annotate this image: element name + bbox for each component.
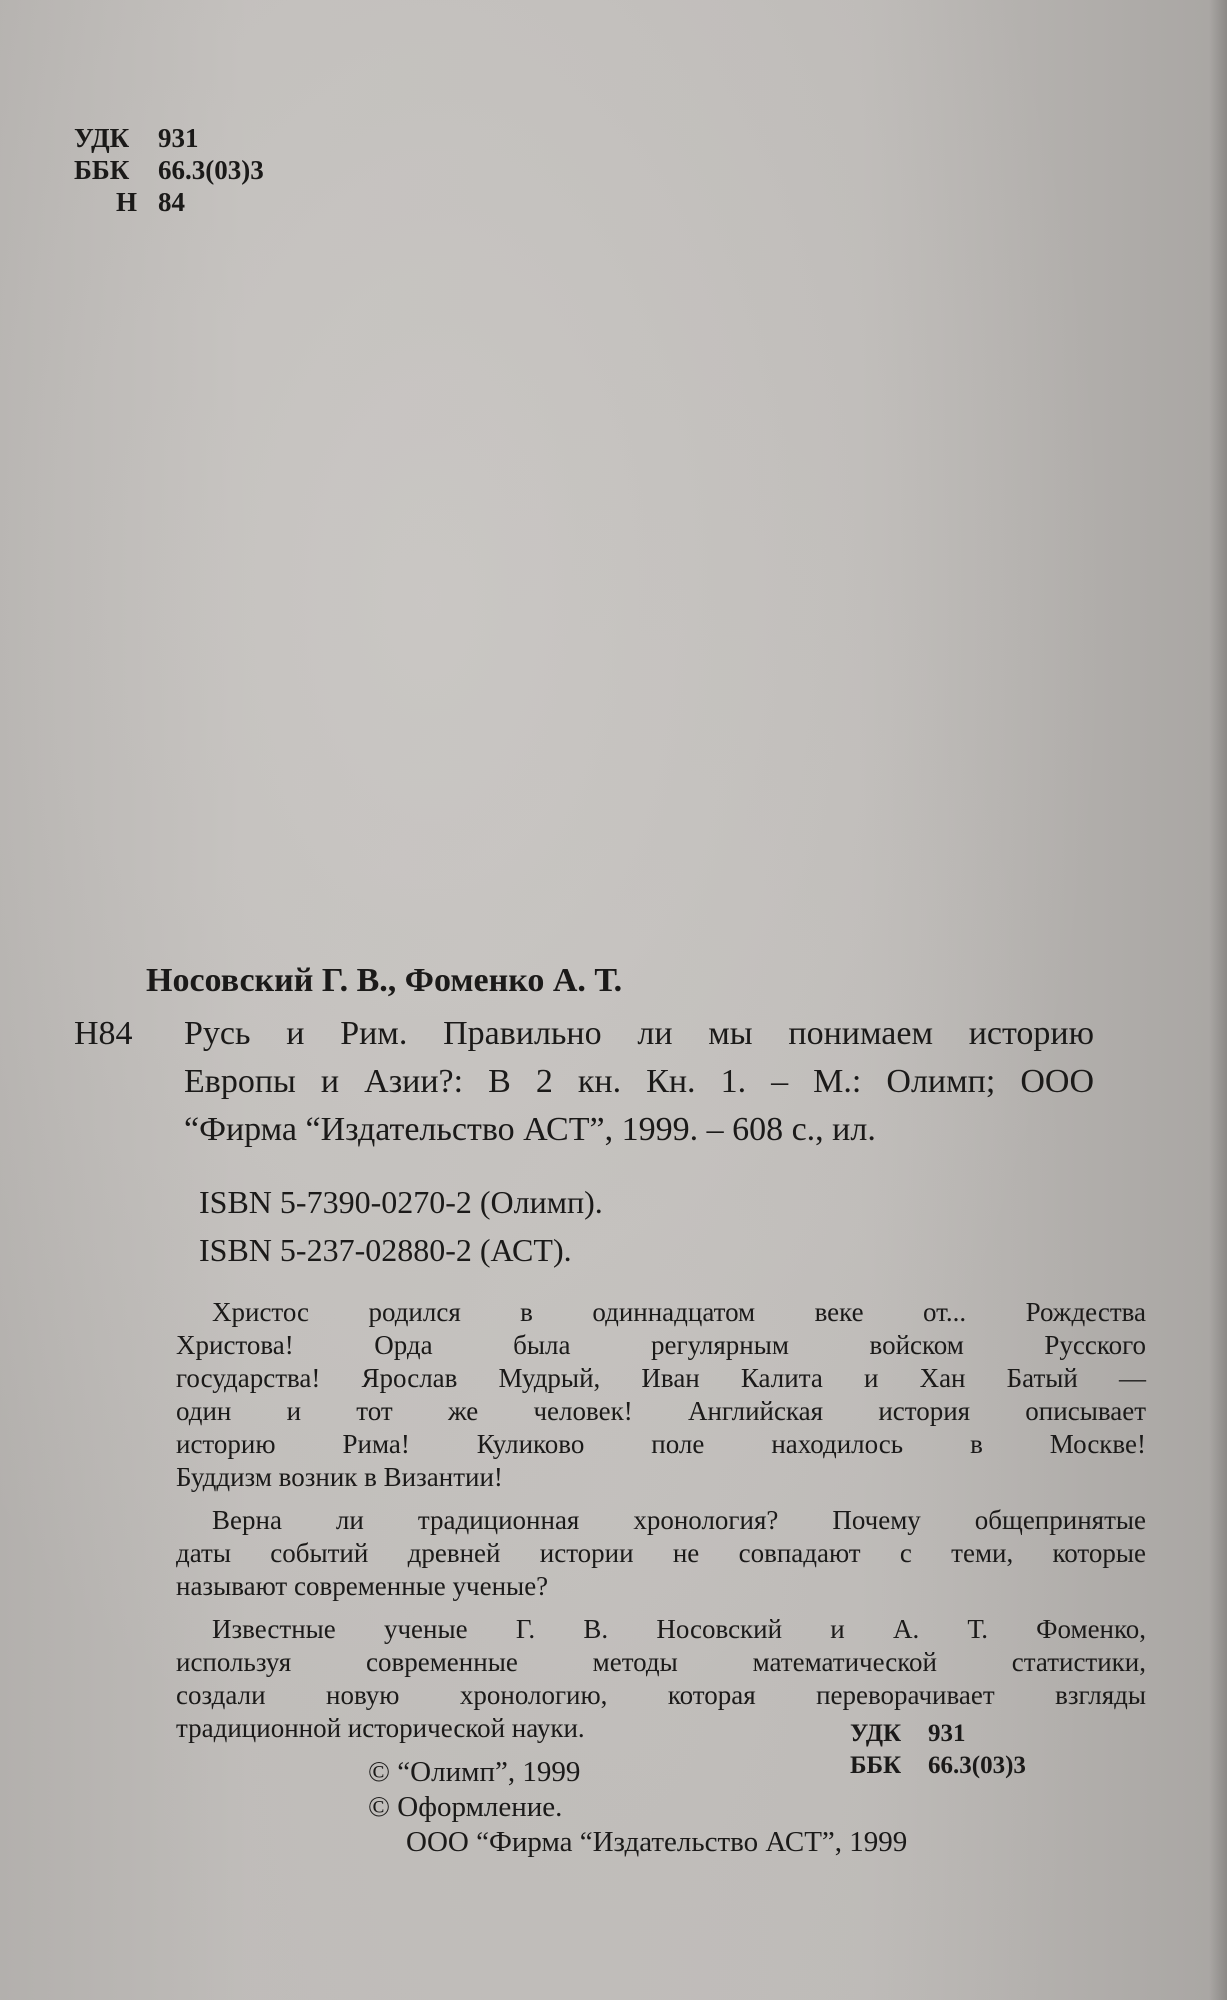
bottom-udk-row	[850, 1718, 1026, 1750]
udk-label: УДК	[74, 123, 130, 153]
annotation-line: Верна ли традиционная хронология? Почему общепринятые	[212, 1505, 1146, 1535]
annotation-line: создали новую хронологию, которая переворачивает взгляды	[176, 1680, 1146, 1710]
annotation-line: Христова! Орда была регулярным войском Русского	[176, 1330, 1146, 1360]
annotation-line: используя современные методы математической статистики,	[176, 1647, 1146, 1677]
record-line: Русь и Рим. Правильно ли мы понимаем историю	[184, 1015, 1094, 1052]
copyright-olimp: © “Олимп”, 1999	[368, 1756, 581, 1788]
annotation-paragraph	[176, 1296, 1146, 1494]
copyright-notice	[368, 1755, 907, 1860]
isbn-olimp: ISBN 5-7390-0270-2 (Олимп).	[199, 1184, 603, 1220]
bbk-code-row	[74, 154, 264, 186]
record-entry	[74, 1010, 1094, 1154]
annotation-line: традиционной исторической науки.	[176, 1713, 585, 1743]
annotation-line: даты событий древней истории не совпадают с теми, которые	[176, 1538, 1146, 1568]
record-description	[184, 1010, 1094, 1154]
annotation-line: историю Рима! Куликово поле находилось в Москве!	[176, 1429, 1146, 1459]
udk-value: 931	[158, 123, 199, 153]
copyright-design: © Оформление.	[368, 1791, 563, 1823]
record-author-mark: Н84	[74, 1015, 133, 1052]
bbk-value: 66.3(03)3	[158, 155, 264, 185]
page-edge-shadow	[1209, 0, 1227, 2000]
bottom-bbk-value: 66.3(03)3	[928, 1752, 1026, 1779]
author-mark-value: 84	[158, 187, 185, 217]
record-line: “Фирма “Издательство АСТ”, 1999. – 608 с., ил.	[184, 1111, 876, 1148]
annotation-line: Христос родился в одиннадцатом веке от... Рождества	[212, 1297, 1146, 1327]
record-authors: Носовский Г. В., Фоменко А. Т.	[146, 962, 623, 999]
copyright-ast: ООО “Фирма “Издательство АСТ”, 1999	[406, 1826, 908, 1858]
annotation-line: Известные ученые Г. В. Носовский и А. Т. Фоменко,	[212, 1614, 1146, 1644]
annotation-paragraph	[176, 1504, 1146, 1603]
bottom-udk-value: 931	[928, 1720, 966, 1747]
annotation	[176, 1296, 1146, 1745]
bbk-label: ББК	[74, 155, 130, 185]
bottom-udk-label: УДК	[850, 1720, 902, 1747]
isbn-list	[199, 1178, 1094, 1274]
annotation-line: называют современные ученые?	[176, 1571, 549, 1601]
annotation-line: государства! Ярослав Мудрый, Иван Калита и Хан Батый —	[176, 1363, 1146, 1393]
bibliographic-record	[74, 958, 1146, 1755]
annotation-line: Буддизм возник в Византии!	[176, 1462, 503, 1492]
author-mark-row	[74, 186, 264, 218]
bottom-bbk-label: ББК	[850, 1752, 902, 1779]
top-classification-codes	[74, 122, 264, 218]
author-mark-label: Н	[116, 187, 138, 217]
annotation-line: один и тот же человек! Английская история описывает	[176, 1396, 1146, 1426]
record-line: Европы и Азии?: В 2 кн. Кн. 1. – М.: Олимп; ООО	[184, 1063, 1094, 1100]
isbn-ast: ISBN 5-237-02880-2 (АСТ).	[199, 1232, 572, 1268]
udk-code-row	[74, 122, 264, 154]
